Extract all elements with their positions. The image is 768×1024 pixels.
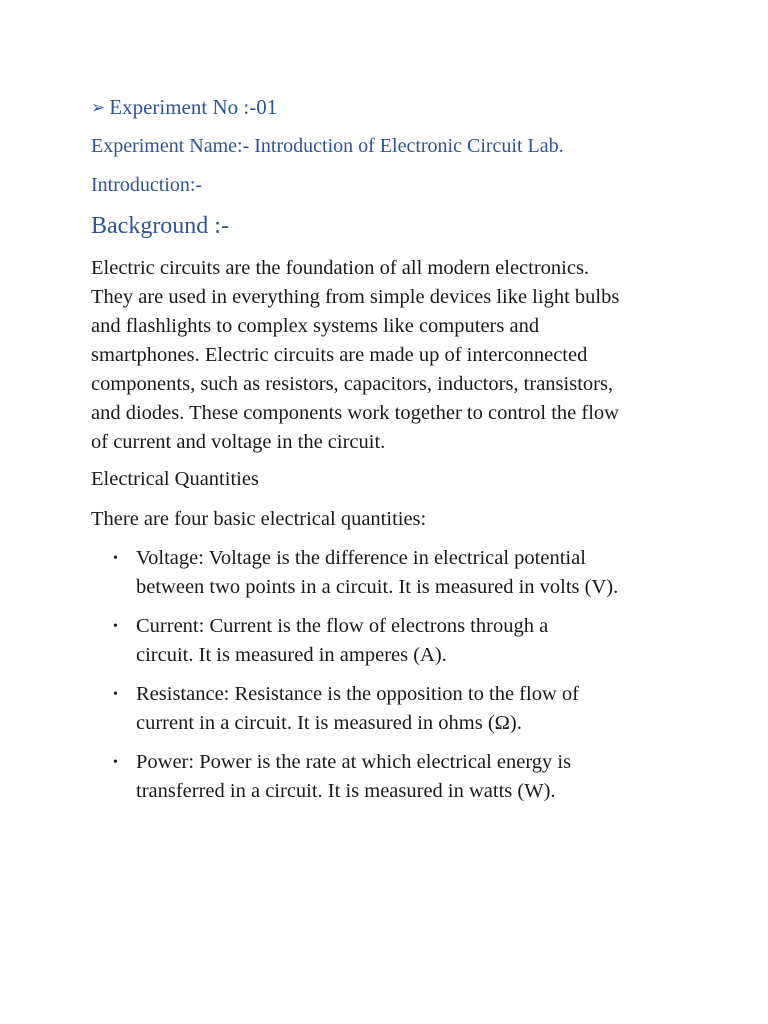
experiment-number-heading: [91, 94, 277, 122]
paragraph-line: smartphones. Electric circuits are made up of interconnected: [91, 344, 588, 366]
bullet-dot-icon: •: [113, 755, 118, 770]
bullet-dot-icon: •: [113, 619, 118, 634]
bullet-dot-icon: •: [113, 551, 118, 566]
paragraph-line: and diodes. These components work together to control the flow: [91, 402, 619, 424]
paragraph-line: Electric circuits are the foundation of all modern electronics.: [91, 257, 590, 279]
list-item-line: between two points in a circuit. It is measured in volts (V).: [136, 576, 619, 598]
experiment-number-text: Experiment No :-01: [109, 95, 278, 119]
background-paragraph: [91, 254, 691, 457]
list-item-line: transferred in a circuit. It is measured in watts (W).: [136, 780, 556, 802]
list-item-resistance: [0, 680, 768, 748]
list-item-text: [136, 680, 736, 738]
list-item-power: [0, 748, 768, 816]
paragraph-line: They are used in everything from simple devices like light bulbs: [91, 286, 620, 308]
list-item-line: Voltage: Voltage is the difference in electrical potential: [136, 547, 586, 569]
experiment-name-heading: Experiment Name:- Introduction of Electronic Circuit Lab.: [91, 135, 564, 157]
list-item-current: [0, 612, 768, 680]
list-item-text: [136, 612, 736, 670]
background-heading: Background :-: [91, 213, 229, 239]
arrow-bullet-icon: ➢: [91, 98, 106, 118]
electrical-quantities-intro: There are four basic electrical quantities:: [91, 508, 427, 530]
list-item-line: Power: Power is the rate at which electrical energy is: [136, 751, 572, 773]
list-item-text: [136, 748, 736, 806]
bullet-dot-icon: •: [113, 687, 118, 702]
paragraph-line: components, such as resistors, capacitors, inductors, transistors,: [91, 373, 614, 395]
quantities-list: [0, 544, 768, 816]
electrical-quantities-title: Electrical Quantities: [91, 468, 259, 490]
paragraph-line: of current and voltage in the circuit.: [91, 431, 386, 453]
list-item-line: Resistance: Resistance is the opposition to the flow of: [136, 683, 579, 705]
list-item-line: circuit. It is measured in amperes (A).: [136, 644, 447, 666]
paragraph-line: and flashlights to complex systems like computers and: [91, 315, 540, 337]
list-item-line: current in a circuit. It is measured in ohms (Ω).: [136, 712, 522, 734]
list-item-line: Current: Current is the flow of electrons through a: [136, 615, 549, 637]
list-item-voltage: [0, 544, 768, 612]
introduction-heading: Introduction:-: [91, 174, 203, 196]
list-item-text: [136, 544, 736, 602]
